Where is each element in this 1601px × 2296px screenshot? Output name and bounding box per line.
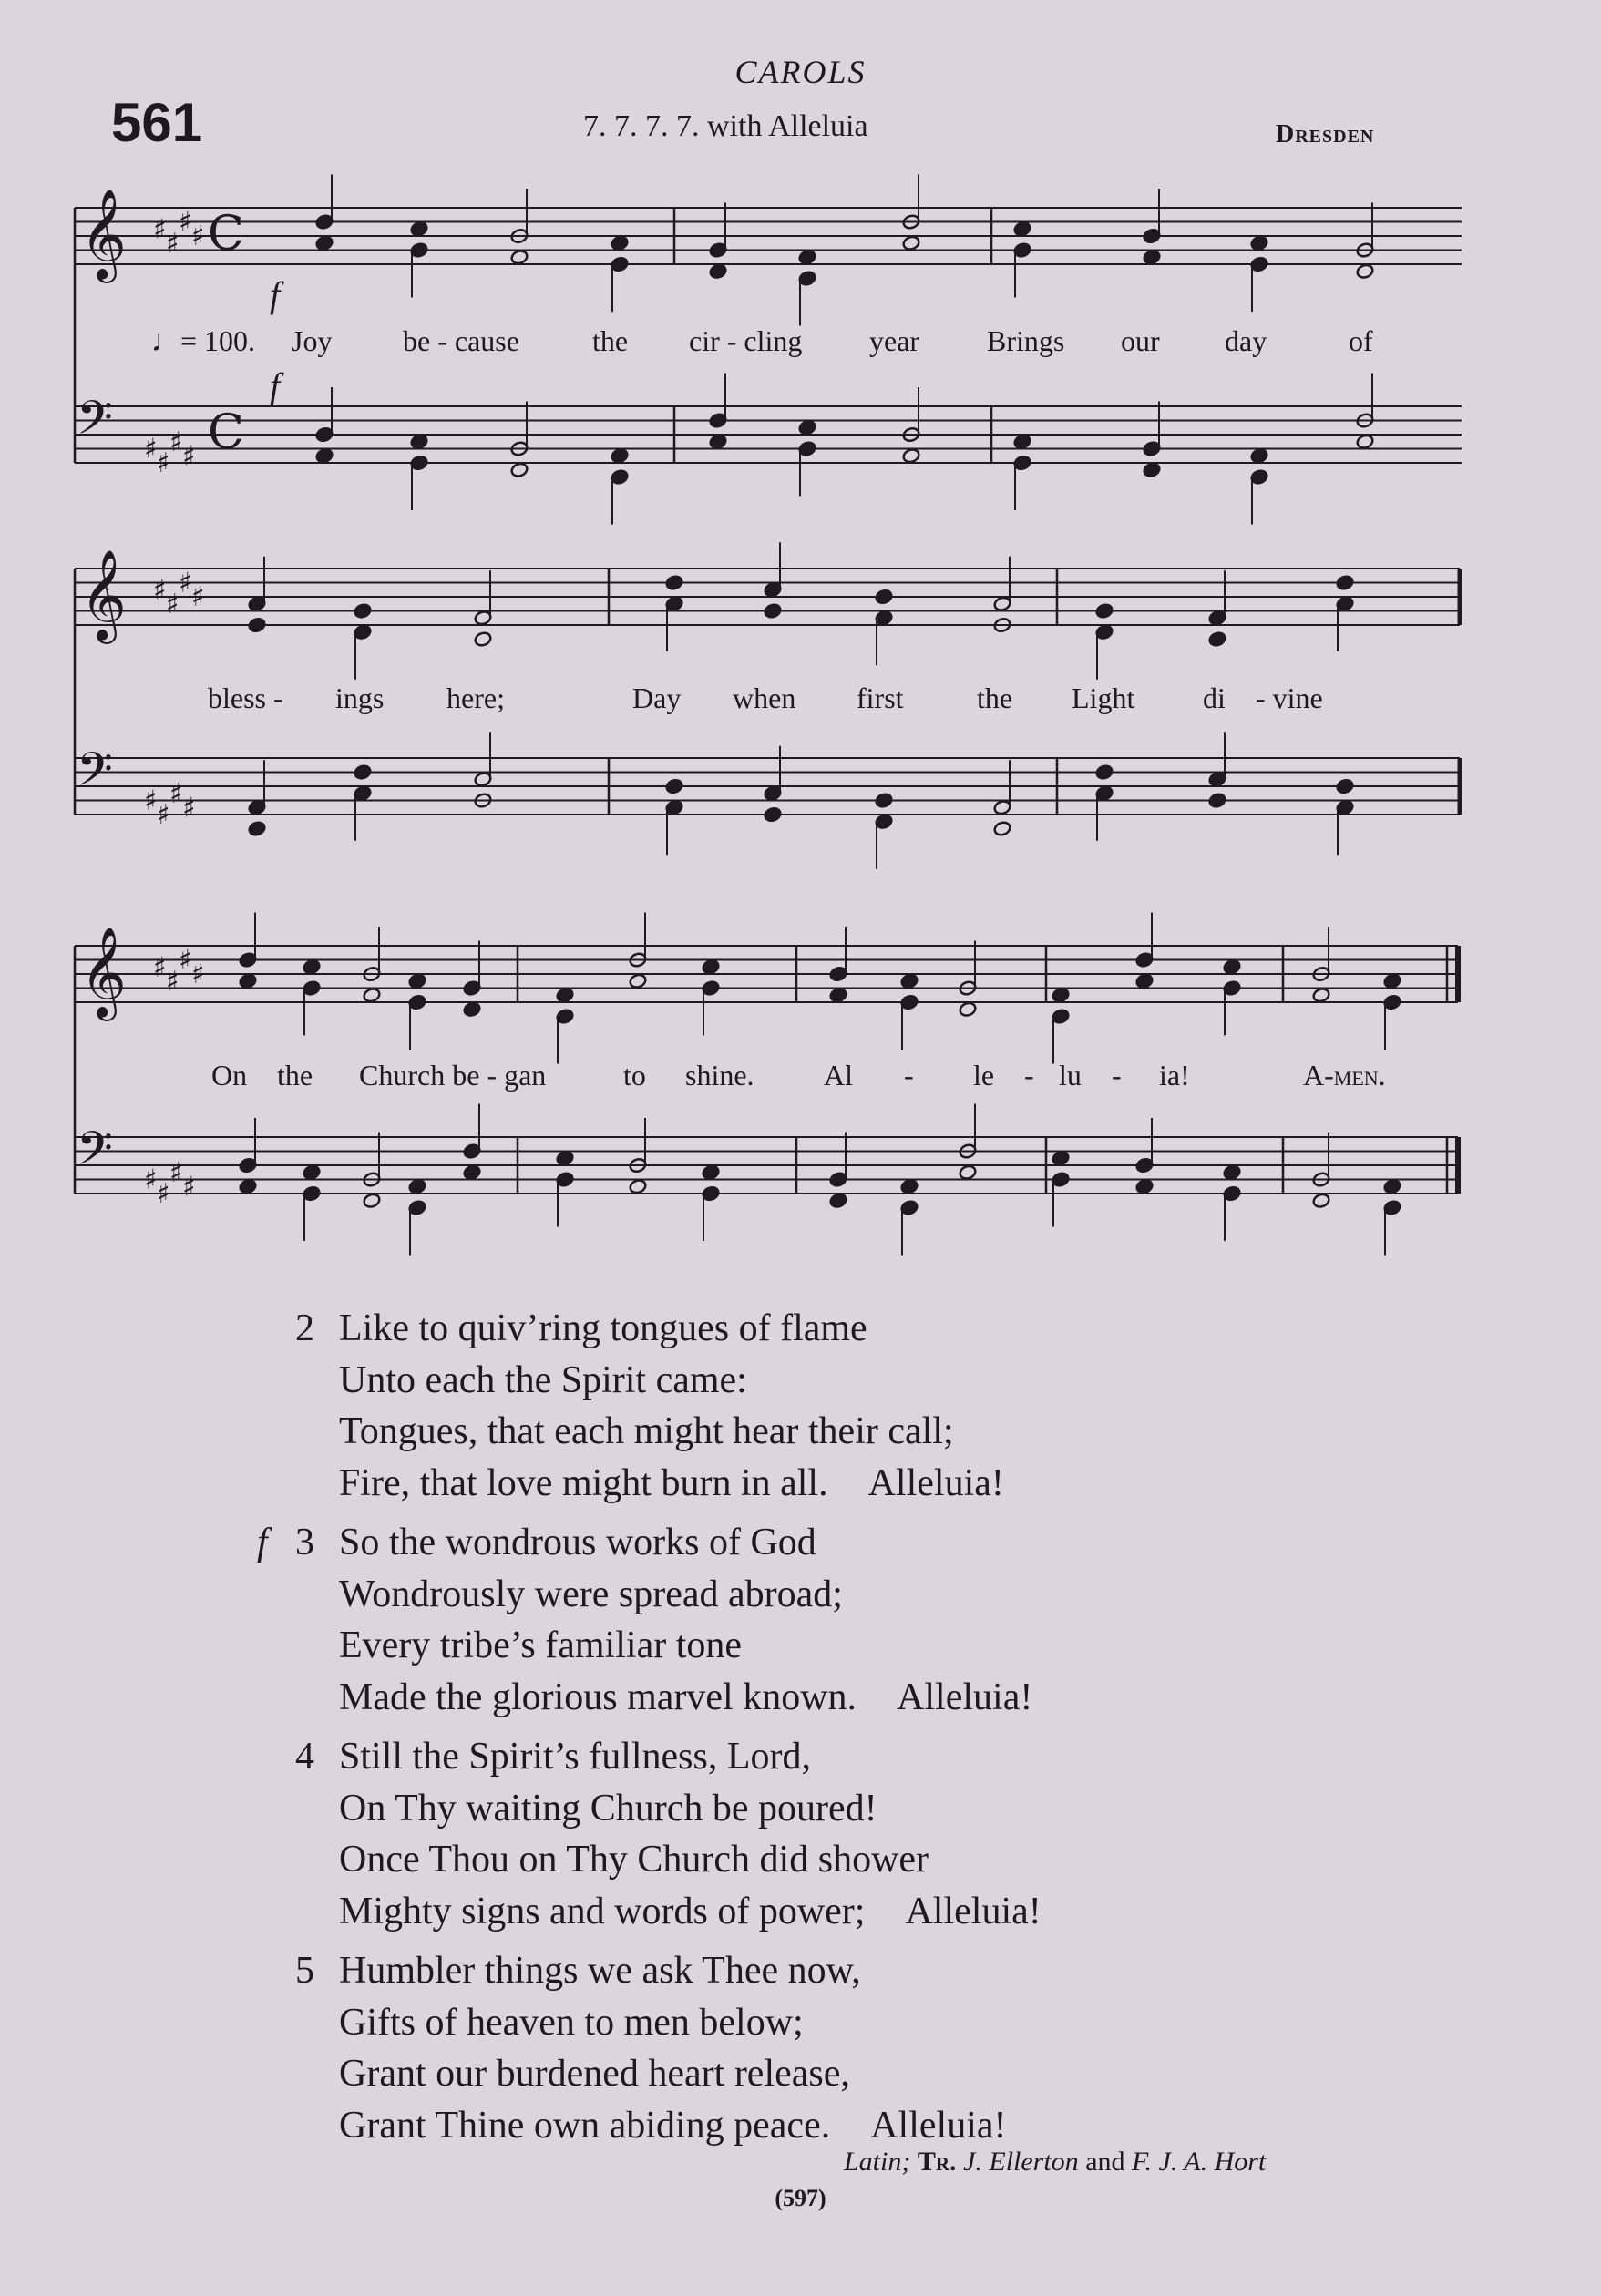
note-head [993,820,1011,836]
note-head [1383,1178,1401,1194]
sharp-icon: ♯ [153,574,167,607]
note-head [1356,434,1374,450]
note-head [239,973,257,989]
sharp-icon: ♯ [166,588,180,620]
note-head [1250,447,1268,464]
treble-clef-icon: 𝄞 [80,927,127,1018]
lyric-syllable: Light [1072,682,1135,714]
stanza [295,1303,1042,1509]
lyric-syllable: Brings [987,324,1065,357]
lyric-syllable: shine. [685,1059,754,1092]
note-head [1143,249,1161,265]
lyric-syllable: bless - [208,682,283,714]
note-head [408,1178,426,1194]
note-head [1135,1178,1154,1194]
sharp-icon: ♯ [191,581,205,613]
stanza-number: 4 [295,1736,314,1778]
note-head [556,1150,574,1166]
verse-line: Made the glorious marvel known. Alleluia! [339,1672,1042,1724]
verse-line: Unto each the Spirit came: [339,1358,747,1401]
stanza [257,1517,1042,1723]
bass-clef-icon: 𝄢 [77,390,113,456]
verse-line: Once Thou on Thy Church did shower [339,1839,929,1881]
note-head [1383,973,1401,989]
verse-line: Every tribe’s familiar tone [339,1625,743,1666]
sharp-icon: ♯ [191,958,205,990]
note-head [248,617,266,633]
page-number: (597) [775,2185,826,2211]
refrain: Alleluia! [867,1461,1004,1504]
note-head [474,630,492,647]
stanza [295,1945,1042,2151]
sharp-icon: ♯ [179,944,192,977]
sharp-icon: ♯ [182,440,196,473]
sharp-icon: ♯ [144,784,158,817]
note-head [798,249,816,265]
sharp-icon: ♯ [157,1178,170,1210]
note-head [900,1178,919,1194]
lyric-syllable: - [1024,1059,1034,1092]
meter: 7. 7. 7. 7. with Alleluia [583,109,868,143]
sharp-icon: ♯ [182,792,196,825]
lyric-syllable: Church be - gan [359,1059,547,1092]
note-head [665,574,683,590]
note-head [239,1178,257,1194]
note-head [1312,1193,1330,1209]
verse-line: Like to quiv’ring tongues of flame [339,1307,867,1349]
sharp-icon: ♯ [144,433,158,466]
stanza-number: 2 [295,1307,314,1349]
note-head [1135,973,1154,989]
note-head [829,987,847,1003]
note-head [1052,987,1070,1003]
treble-clef-icon: 𝄞 [80,189,127,280]
verse-line: So the wondrous works of God [339,1522,816,1563]
note-head [354,764,372,780]
sharp-icon: ♯ [179,206,192,239]
note-head [1336,574,1354,590]
lyric-syllable: the [592,324,629,357]
sharp-icon: ♯ [169,1156,183,1189]
note-head [1208,630,1226,647]
note-head [463,1001,481,1018]
refrain: Alleluia! [905,1890,1042,1932]
sharp-icon: ♯ [169,777,183,810]
note-head [611,447,629,464]
note-head [702,958,720,975]
lyric-syllable: here; [446,682,505,714]
sharp-icon: ♯ [157,447,170,479]
verse-line: Gifts of heaven to men below; [339,2001,804,2044]
verse-line: Humbler things we ask Thee now, [339,1950,861,1992]
note-head [764,602,782,619]
note-head [900,973,919,989]
sharp-icon: ♯ [182,1171,196,1204]
note-head [764,806,782,823]
note-head [798,419,816,436]
refrain: Alleluia! [870,2104,1007,2147]
dynamic-bass: f [270,365,281,406]
note-head [315,447,334,464]
note-head [1356,263,1374,280]
note-head [463,1164,481,1181]
lyric-syllable: of [1349,324,1373,357]
note-head [1336,778,1354,794]
note-head [363,987,381,1003]
lyric-syllable: the [977,682,1013,714]
lyric-syllable: di [1203,682,1226,714]
tune-name: Dresden [1276,120,1375,149]
sharp-icon: ♯ [157,799,170,831]
hymn-number: 561 [111,92,203,153]
lyric-syllable: our [1121,324,1160,357]
note-head [1312,987,1330,1003]
note-head [1223,958,1241,975]
note-head [1208,792,1226,808]
note-head [1095,602,1114,619]
lyric-syllable: - [1112,1059,1122,1092]
note-head [829,1193,847,1209]
note-head [1250,235,1268,251]
note-head [556,987,574,1003]
stanza-number: 3 [295,1522,314,1563]
note-head [303,958,321,975]
verse-line: Tongues, that each might hear their call; [339,1410,954,1452]
note-head [408,973,426,989]
note-head [611,235,629,251]
lyric-syllable: cir - cling [689,324,803,357]
tempo-marking: ♩= 100. [151,324,256,357]
attribution: Latin; Tr. J. Ellerton and F. J. A. Hort [844,2147,1267,2177]
note-head [709,434,727,450]
common-time-icon: C [208,207,244,261]
lyric-syllable: - vine [1256,682,1323,714]
lyric-syllable: On [211,1059,248,1092]
note-head [315,235,334,251]
lyric-syllable: ings [335,682,385,714]
note-head [248,820,266,836]
lyric-syllable: day [1225,324,1267,357]
verse-text [257,1303,1042,2159]
note-head [510,462,529,478]
note-head [1013,434,1031,450]
sharp-icon: ♯ [179,567,192,600]
note-head [629,1178,647,1194]
verse-line: On Thy waiting Church be poured! [339,1787,877,1830]
verse-line: Wondrously were spread abroad; [339,1573,843,1615]
refrain: Alleluia! [897,1676,1033,1718]
quarter-note-icon: ♩ [151,324,180,357]
verse-line: Fire, that love might burn in all. Alleluia! [339,1458,1042,1510]
sharp-icon: ♯ [191,220,205,252]
running-head: CAROLS [734,54,867,90]
note-head [303,1164,321,1181]
sharp-icon: ♯ [153,213,167,246]
bass-clef-icon: 𝄢 [77,742,113,808]
sharp-icon: ♯ [153,951,167,984]
lyric-syllable: to [623,1059,646,1092]
note-head [629,973,647,989]
note-head [1095,764,1114,780]
lyric-syllable: be - cause [403,324,519,357]
lyric-syllable: the [277,1059,313,1092]
note-head [702,1164,720,1181]
sharp-icon: ♯ [169,425,183,458]
bass-clef-icon: 𝄢 [77,1121,113,1187]
note-head [902,447,920,464]
note-head [410,434,428,450]
note-head [354,602,372,619]
lyric-syllable: - [904,1059,914,1092]
lyric-syllable: first [857,682,904,714]
dynamic-treble: f [270,274,281,315]
note-head [959,1164,977,1181]
lyric-syllable: when [733,682,796,714]
note-head [1013,220,1031,237]
lyric-syllable: A-men. [1303,1059,1386,1092]
lyric-syllable: le [973,1059,995,1092]
note-head [1223,1164,1241,1181]
verse-line: Grant our burdened heart release, [339,2053,850,2095]
stanza [295,1731,1042,1937]
note-head [709,263,727,280]
note-head [665,778,683,794]
stanza-dynamic: f [257,1522,268,1563]
note-head [363,1193,381,1209]
lyric-syllable: Al [824,1059,853,1092]
verse-line: Grant Thine own abiding peace. Alleluia! [339,2100,1042,2152]
sharp-icon: ♯ [166,227,180,260]
note-head [902,235,920,251]
note-head [875,792,893,808]
lyric-syllable: year [869,324,920,357]
verse-line: Mighty signs and words of power; Alleluia! [339,1886,1042,1938]
common-time-icon: C [208,405,244,460]
sharp-icon: ♯ [166,965,180,998]
note-head [875,589,893,605]
lyric-syllable: Joy [292,324,333,357]
sharp-icon: ♯ [144,1163,158,1196]
note-head [959,1001,977,1018]
note-head [510,249,529,265]
verse-line: Still the Spirit’s fullness, Lord, [339,1736,812,1778]
lyric-syllable: lu [1059,1059,1082,1092]
stanza-number: 5 [295,1950,314,1992]
treble-clef-icon: 𝄞 [80,549,127,641]
lyric-syllable: Day [632,682,682,714]
note-head [1143,462,1161,478]
lyric-syllable: ia! [1159,1059,1190,1092]
note-head [1052,1150,1070,1166]
note-head [410,220,428,237]
